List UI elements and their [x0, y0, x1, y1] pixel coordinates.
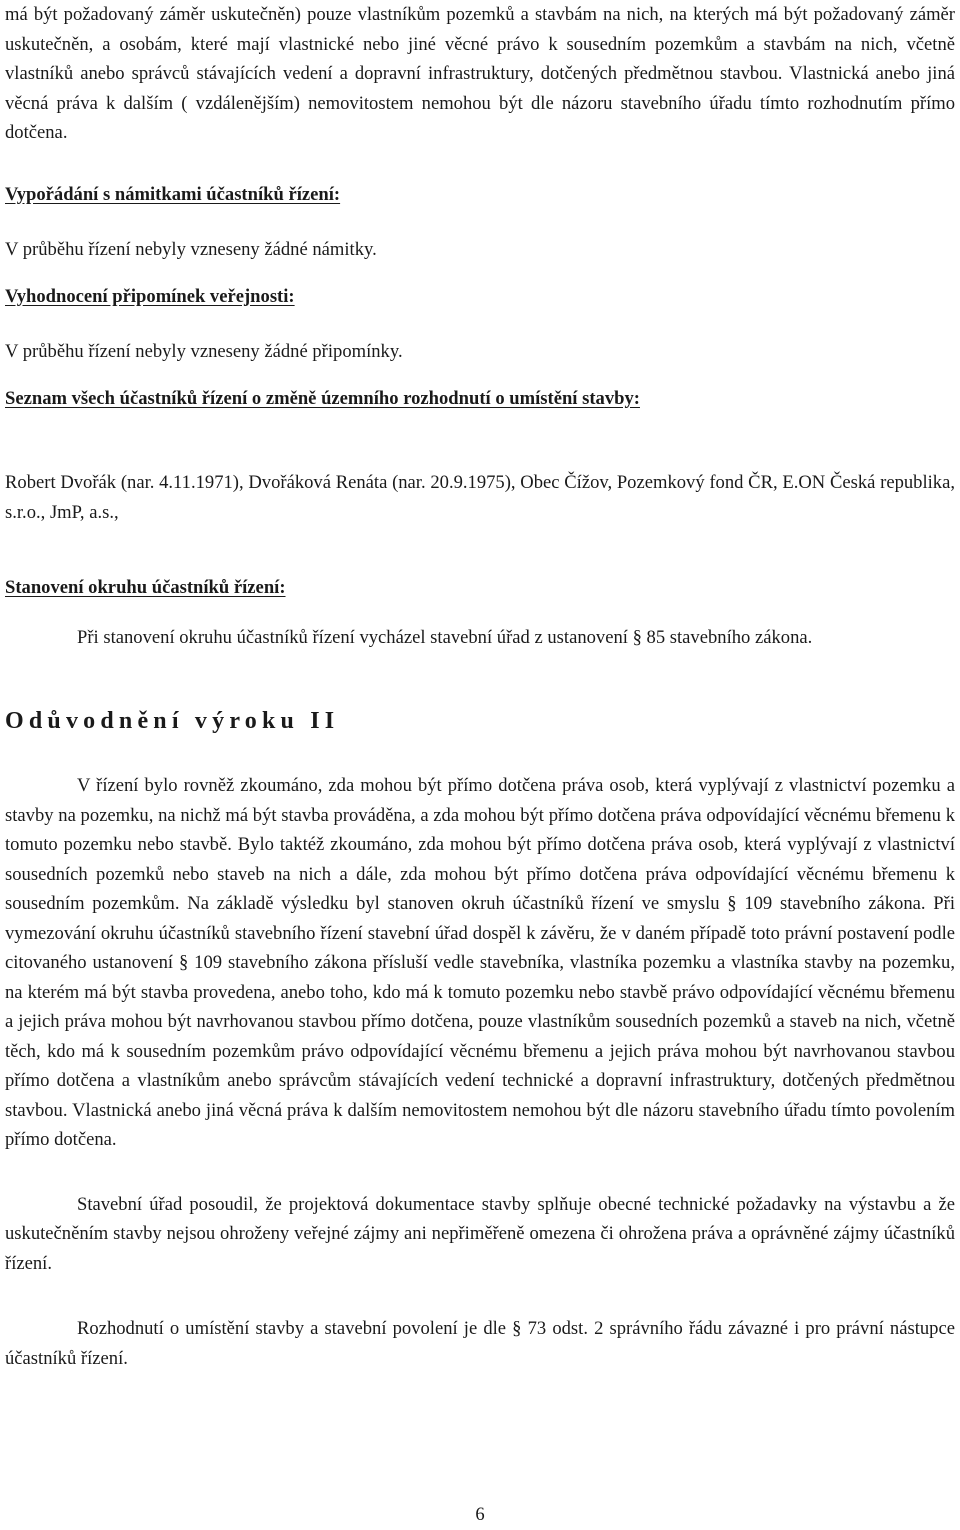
text-objections: V průběhu řízení nebyly vzneseny žádné námitky.	[5, 239, 377, 260]
section-title-reasoning-ii: Odůvodnění výroku II	[5, 708, 340, 734]
heading-public-comments: Vyhodnocení připomínek veřejnosti:	[5, 285, 295, 307]
reasoning-paragraph-2: Stavební úřad posoudil, že projektová dokumentace stavby splňuje obecné technické požadavky na výstavbu a že uskutečněním stavby nejsou ohroženy veřejné zájmy ani nepřiměřeně omezena či ohrožena práva a oprávněné zájmy účastníků řízení.	[5, 1193, 955, 1274]
reasoning-paragraph-3: Rozhodnutí o umístění stavby a stavební povolení je dle § 73 odst. 2 správního řádu závazné i pro právní nástupce účastníků řízení.	[5, 1318, 955, 1369]
heading-participants-list: Seznam všech účastníků řízení o změně územního rozhodnutí o umístění stavby:	[5, 387, 640, 409]
document-page	[5, 0, 955, 1373]
heading-participants-scope: Stanovení okruhu účastníků řízení:	[5, 577, 286, 598]
intro-paragraph: má být požadovaný záměr uskutečněn) pouze vlastníkům pozemků a stavbám na nich, na kterých má být požadovaný záměr uskutečněn, a osobám, které mají vlastnické nebo jiné věcné právo k sousedním pozemkům a stavbám na nich, včetně vlastníků anebo správců stávajících vedení a dopravní infrastruktury, dotčených předmětnou stavbou. Vlastnická anebo jiná věcná práva k dalším ( vzdálenějším) nemovitostem nemohou být dle názoru stavebního úřadu tímto rozhodnutím přímo dotčena.	[5, 4, 955, 143]
reasoning-paragraph-1: V řízení bylo rovněž zkoumáno, zda mohou být přímo dotčena práva osob, která vyplývají z vlastnictví pozemku a stavby na pozemku, na nichž má být stavba prováděna, a zda mohou být přímo dotčena práva odpovídající věcnému břemenu k tomuto pozemku nebo stavbě. Bylo taktéž zkoumáno, zda mohou být přímo dotčena práva osob, která vyplývají z vlastnictví sousedních pozemků nebo staveb na nich a dále, zda mohou být přímo dotčena práva odpovídající věcnému břemenu k sousedním pozemkům. Na základě výsledku byl stanoven okruh účastníků řízení ve smyslu § 109 stavebního zákona. Při vymezování okruhu účastníků stavebního řízení stavební úřad dospěl k závěru, že v daném případě toto právní postavení podle citovaného ustanovení § 109 stavebního zákona přísluší vedle stavebníka, vlastníka pozemku a vlastníka stavby na pozemku, na kterém má být stavba provedena, anebo toho, kdo má k tomuto pozemku nebo stavbě právo odpovídající věcnému břemenu a jejich práva mohou být navrhovanou stavbou přímo dotčena, pouze vlastníkům sousedních pozemků a staveb na nich, včetně těch, kdo má k sousedním pozemkům právo odpovídající věcnému břemenu a jejich práva mohou být navrhovanou stavbou přímo dotčena a vlastníkům anebo správcům stávajících vedení technické a dopravní infrastruktury, dotčených předmětnou stavbou. Vlastnická anebo jiná věcná práva k dalším nemovitostem nemohou být dle názoru stavebního úřadu tímto povolením přímo dotčena.	[5, 775, 955, 1150]
heading-objections: Vypořádání s námitkami účastníků řízení:	[5, 183, 341, 205]
page-number: 6	[475, 1504, 485, 1525]
text-public-comments: V průběhu řízení nebyly vzneseny žádné připomínky.	[5, 341, 403, 362]
text-participants-scope: Při stanovení okruhu účastníků řízení vycházel stavební úřad z ustanovení § 85 stavebního zákona.	[77, 626, 813, 648]
text-participants-list: Robert Dvořák (nar. 4.11.1971), Dvořáková Renáta (nar. 20.9.1975), Obec Čížov, Pozemkový fond ČR, E.ON Česká republika, s.r.o., JmP, a.s.,	[5, 472, 955, 523]
